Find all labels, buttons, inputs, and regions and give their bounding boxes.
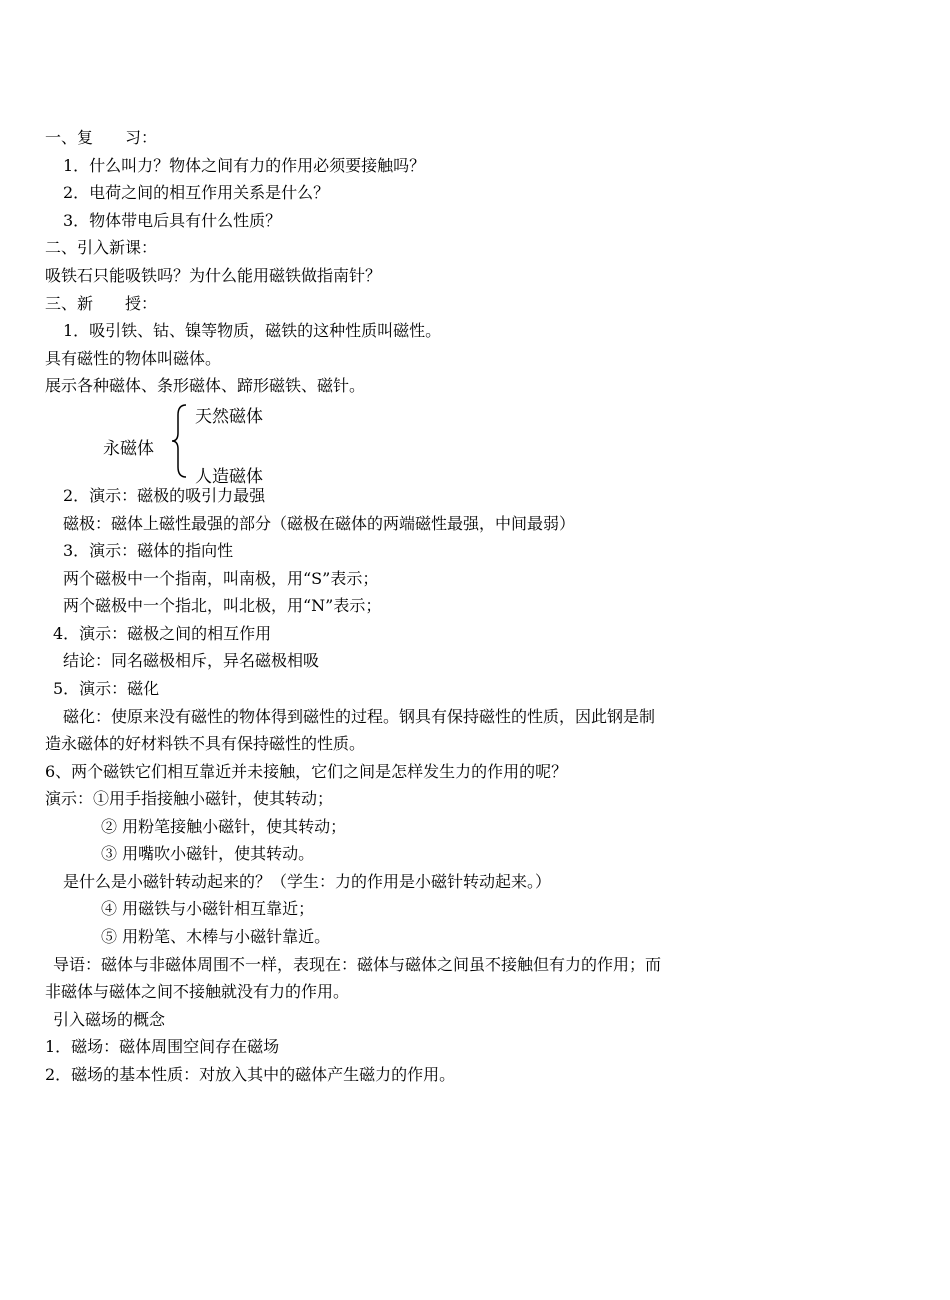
magnetization-text-cont: 造永磁体的好材料铁不具有保持磁性的性质。 xyxy=(45,734,366,753)
pole-definition: 磁极：磁体上磁性最强的部分（磁极在磁体的两端磁性最强，中间最弱） xyxy=(63,514,576,533)
review-question-1: 1．什么叫力？物体之间有力的作用必须要接触吗？ xyxy=(63,156,426,175)
heading-review: 一、复 习： xyxy=(45,128,158,147)
magnet-definition: 具有磁性的物体叫磁体。 xyxy=(45,349,222,368)
review-question-2: 2．电荷之间的相互作用关系是什么？ xyxy=(63,183,330,202)
south-pole-text: 两个磁极中一个指南，叫南极，用“S”表示； xyxy=(63,569,379,588)
demo-question: 是什么是小磁针转动起来的？（学生：力的作用是小磁针转动起来。） xyxy=(63,872,552,891)
review-question-3: 3．物体带电后具有什么性质？ xyxy=(63,211,282,230)
demo-step-3: ③ 用嘴吹小磁针，使其转动。 xyxy=(101,844,315,863)
guide-text-cont: 非磁体与磁体之间不接触就没有力的作用。 xyxy=(45,982,350,1001)
lesson-point-6: 6、两个磁铁它们相互靠近并未接触，它们之间是怎样发生力的作用的呢？ xyxy=(45,762,568,781)
lesson-point-2: 2．演示：磁极的吸引力最强 xyxy=(63,486,266,505)
lesson-point-5: 5．演示：磁化 xyxy=(53,679,160,698)
diagram-branch-natural: 天然磁体 xyxy=(195,407,263,427)
guide-text: 导语：磁体与非磁体周围不一样，表现在：磁体与磁体之间虽不接触但有力的作用；而 xyxy=(53,955,662,974)
north-pole-text: 两个磁极中一个指北，叫北极，用“N”表示； xyxy=(63,596,382,615)
conclusion-text: 结论：同名磁极相斥，异名磁极相吸 xyxy=(63,651,320,670)
lesson-point-4: 4．演示：磁极之间的相互作用 xyxy=(53,624,272,643)
diagram-root-label: 永磁体 xyxy=(103,439,154,459)
heading-intro: 二、引入新课： xyxy=(45,238,158,257)
lesson-point-3: 3．演示：磁体的指向性 xyxy=(63,541,234,560)
magnet-display: 展示各种磁体、条形磁体、蹄形磁铁、磁针。 xyxy=(45,376,366,395)
lesson-point-1: 1．吸引铁、钴、镍等物质，磁铁的这种性质叫磁性。 xyxy=(63,321,442,340)
heading-new-lesson: 三、新 授： xyxy=(45,294,158,313)
demo-step-1: 演示：①用手指接触小磁针，使其转动； xyxy=(45,789,334,808)
demo-step-5: ⑤ 用粉笔、木棒与小磁针靠近。 xyxy=(101,927,331,946)
diagram-branch-artificial: 人造磁体 xyxy=(195,467,263,487)
magnetization-text: 磁化：使原来没有磁性的物体得到磁性的过程。钢具有保持磁性的性质，因此钢是制 xyxy=(63,707,656,726)
field-point-1: 1．磁场：磁体周围空间存在磁场 xyxy=(45,1037,280,1056)
field-concept-heading: 引入磁场的概念 xyxy=(53,1010,166,1029)
field-point-2: 2．磁场的基本性质：对放入其中的磁体产生磁力的作用。 xyxy=(45,1065,456,1084)
intro-question: 吸铁石只能吸铁吗？为什么能用磁铁做指南针？ xyxy=(45,266,382,285)
demo-step-2: ② 用粉笔接触小磁针，使其转动； xyxy=(101,817,347,836)
demo-step-4: ④ 用磁铁与小磁针相互靠近； xyxy=(101,899,315,918)
curly-brace-icon xyxy=(170,403,190,479)
